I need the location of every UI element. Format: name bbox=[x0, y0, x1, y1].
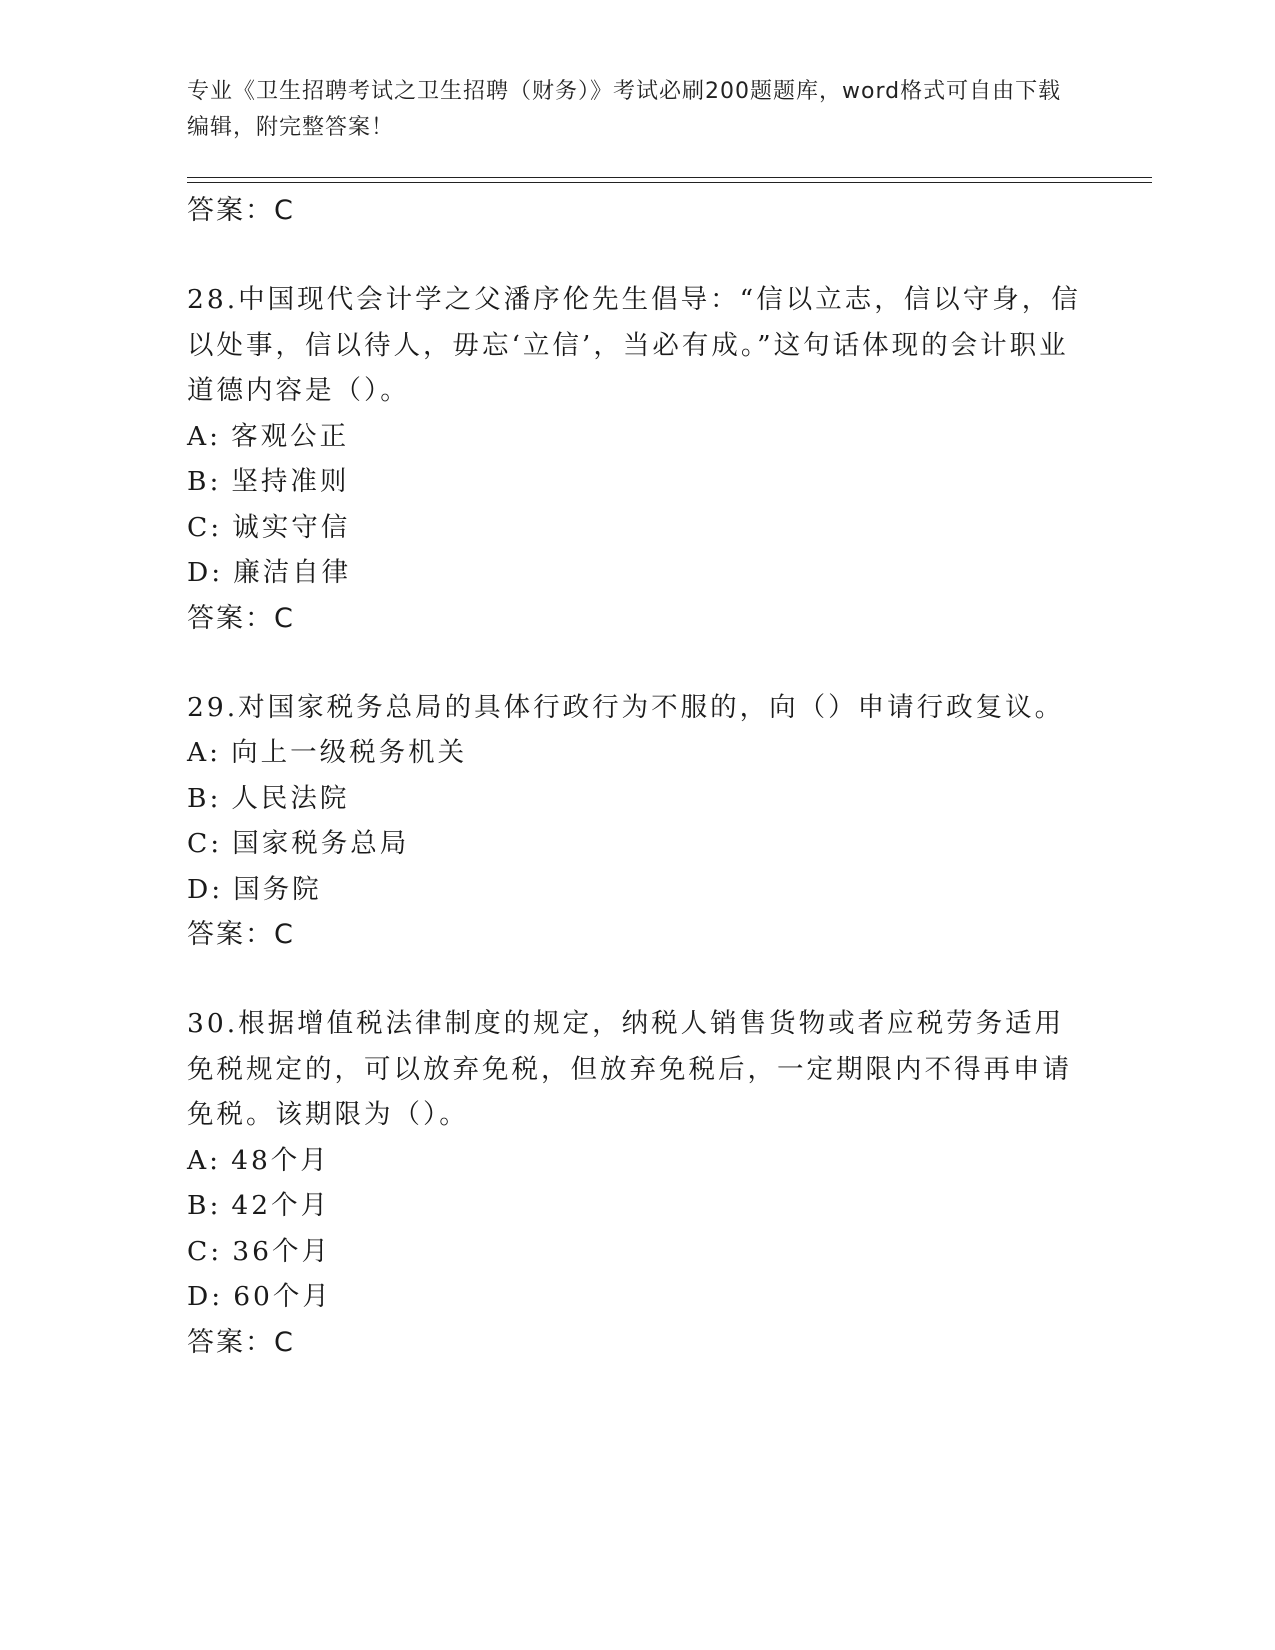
option-text: 诚实守信 bbox=[232, 511, 351, 543]
option-key: B: bbox=[187, 1190, 222, 1221]
option-a bbox=[187, 1138, 1087, 1184]
option-text: 廉洁自律 bbox=[233, 557, 352, 588]
option-key: A: bbox=[187, 420, 222, 452]
header-divider-top bbox=[187, 177, 1152, 178]
option-c bbox=[187, 821, 1087, 867]
option-text: 人民法院 bbox=[231, 782, 350, 814]
option-d bbox=[187, 1274, 1087, 1320]
option-b bbox=[187, 459, 1087, 505]
option-key: D: bbox=[187, 873, 224, 905]
option-key: C: bbox=[187, 1235, 223, 1267]
question-stem: 28.中国现代会计学之父潘序伦先生倡导：“信以立志，信以守身，信以处事，信以待人，毋忘‘立信’，当必有成。”这句话体现的会计职业道德内容是（）。 bbox=[187, 284, 1081, 406]
question-30 bbox=[187, 1001, 1087, 1365]
document-body bbox=[187, 188, 1087, 1365]
option-a bbox=[187, 414, 1087, 460]
question-29 bbox=[187, 685, 1087, 958]
option-key: A: bbox=[187, 737, 222, 768]
document-header: 专业《卫生招聘考试之卫生招聘（财务）》考试必刷200题题库，word格式可自由下载编辑，附完整答案！ bbox=[187, 79, 1062, 140]
answer-line: 答案：C bbox=[187, 919, 295, 950]
option-text: 42个月 bbox=[231, 1190, 331, 1221]
option-key: C: bbox=[187, 511, 223, 543]
option-c bbox=[187, 505, 1087, 551]
option-text: 60个月 bbox=[233, 1281, 332, 1312]
option-text: 48个月 bbox=[231, 1144, 330, 1176]
header-divider-bottom bbox=[187, 182, 1152, 183]
option-key: B: bbox=[187, 782, 222, 814]
option-key: B: bbox=[187, 466, 222, 497]
option-text: 36个月 bbox=[232, 1235, 331, 1267]
option-key: D: bbox=[187, 557, 224, 588]
answer-line: 答案：C bbox=[187, 1326, 295, 1358]
option-key: A: bbox=[187, 1144, 222, 1176]
question-28 bbox=[187, 277, 1087, 641]
option-key: D: bbox=[187, 1281, 224, 1312]
answer-line: 答案：C bbox=[187, 602, 295, 634]
option-text: 坚持准则 bbox=[231, 466, 350, 497]
option-text: 国家税务总局 bbox=[232, 828, 410, 859]
question-stem: 30.根据增值税法律制度的规定，纳税人销售货物或者应税劳务适用免税规定的，可以放弃免税，但放弃免税后，一定期限内不得再申请免税。该期限为（）。 bbox=[187, 1008, 1072, 1130]
option-c bbox=[187, 1229, 1087, 1275]
option-key: C: bbox=[187, 828, 223, 859]
option-b bbox=[187, 1183, 1087, 1229]
option-text: 客观公正 bbox=[231, 420, 350, 452]
option-d bbox=[187, 867, 1087, 913]
answer-line: 答案：C bbox=[187, 195, 295, 226]
question-stem: 29.对国家税务总局的具体行政行为不服的，向（）申请行政复议。 bbox=[187, 691, 1065, 723]
option-d bbox=[187, 550, 1087, 596]
option-b bbox=[187, 776, 1087, 822]
option-text: 向上一级税务机关 bbox=[231, 737, 468, 768]
option-text: 国务院 bbox=[233, 873, 322, 905]
option-a bbox=[187, 730, 1087, 776]
